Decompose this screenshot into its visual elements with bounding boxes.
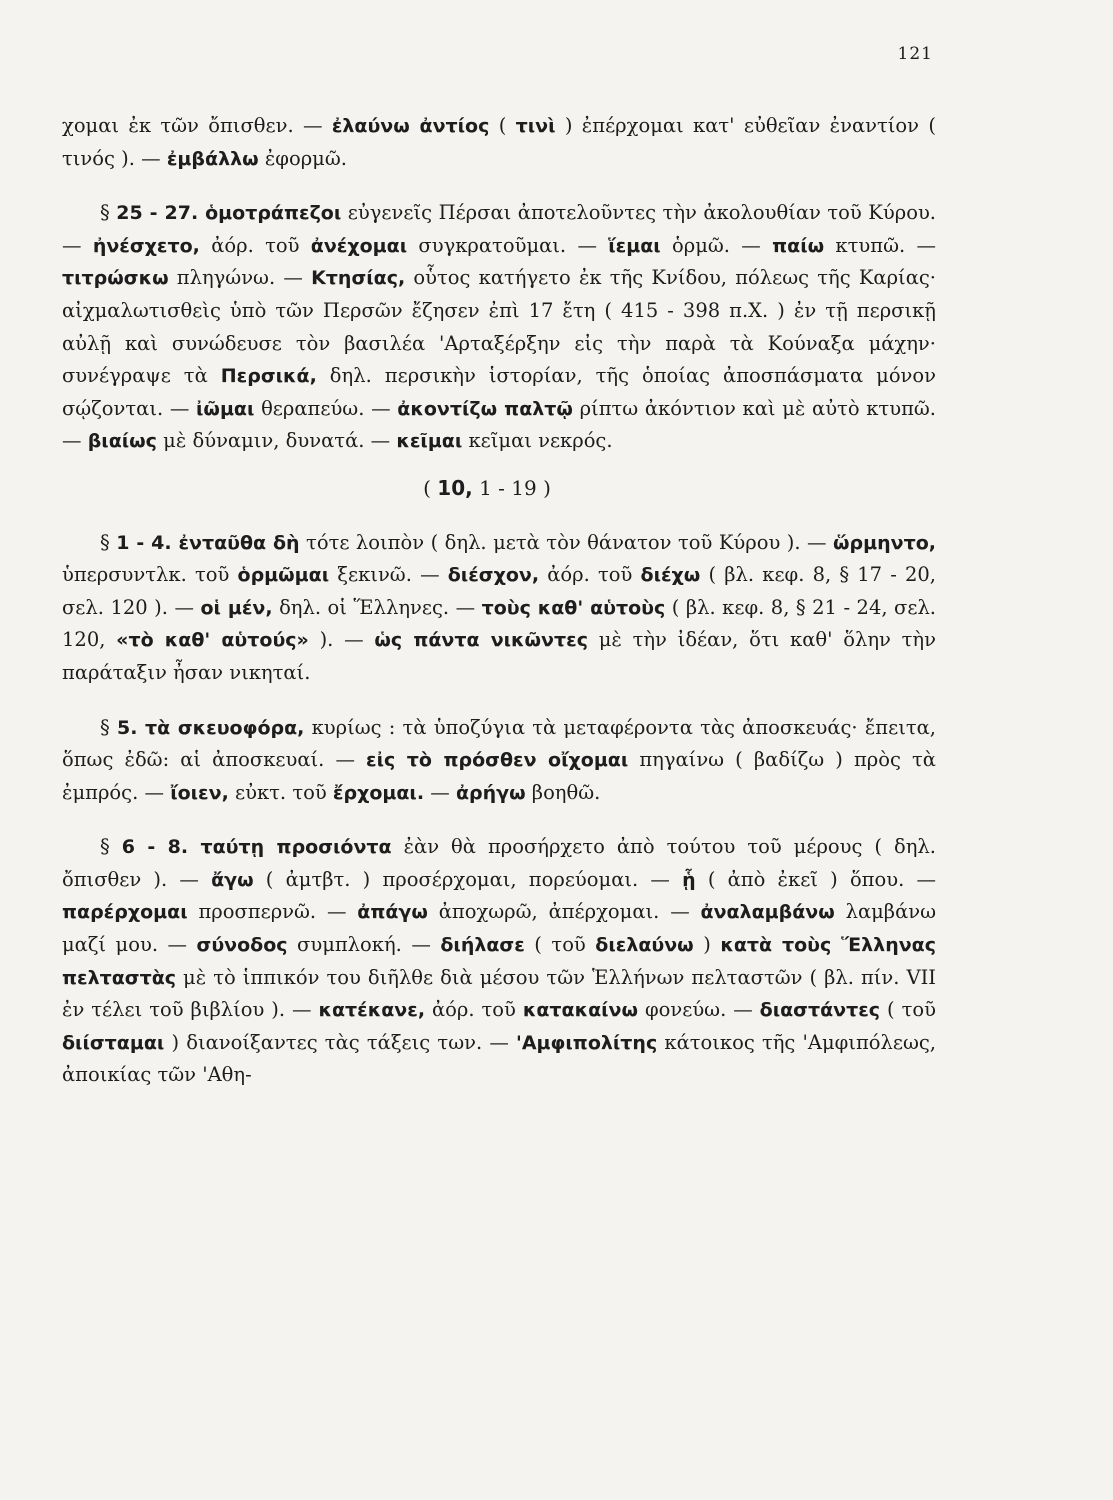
text-run: — <box>424 780 456 804</box>
text-run: ἐφορμῶ. <box>258 146 347 170</box>
lemma: ὥρμηντο, <box>833 531 936 554</box>
lemma: ᾗ <box>682 868 696 891</box>
text-run: 1 - 19 ) <box>472 475 551 500</box>
text-run: πληγώνω. — <box>168 266 312 290</box>
paragraph-continuation <box>62 110 936 175</box>
text-run: ( βλ. κεφ. 8, § 17 - 20, σελ. 120 ). — <box>62 563 936 619</box>
lemma: διαστάντες <box>759 999 881 1022</box>
text-run: ξεκινῶ. — <box>329 563 448 587</box>
text-run: συμπλοκή. — <box>287 933 441 957</box>
text-run: ) <box>693 933 721 957</box>
text-run: ρίπτω ἀκόντιον καὶ μὲ αὐτὸ κτυπῶ. — <box>62 396 936 453</box>
paragraph-6-8 <box>62 831 936 1092</box>
text-run: ἀόρ. τοῦ <box>199 233 311 257</box>
text-run: ἀποχωρῶ, ἀπέρχομαι. — <box>427 900 701 924</box>
lemma: 6 - 8. ταύτῃ προσιόντα <box>121 836 392 859</box>
text-run: μὲ τὴν ἰδέαν, ὅτι καθ' ὅλην τὴν παράταξιν ἦσαν νικηταί. <box>62 628 936 684</box>
lemma: διήλασε <box>440 934 525 957</box>
lemma: τινὶ <box>515 115 556 137</box>
section-heading <box>62 472 936 505</box>
lemma: Περσικά, <box>220 365 317 388</box>
lemma: ἰῶμαι <box>196 397 255 420</box>
text-run: προσπερνῶ. — <box>187 900 358 924</box>
text-run: ( <box>423 475 438 500</box>
text-run: ( <box>489 114 516 137</box>
text-run: μὲ δύναμιν, δυνατά. — <box>156 429 397 453</box>
text-run: λαμβάνω μαζί μου. — <box>62 900 936 957</box>
text-run: ( βλ. κεφ. 8, § 21 - 24, σελ. 120, <box>62 595 937 652</box>
lemma: Κτησίας, <box>311 267 406 290</box>
lemma: ὁρμῶμαι <box>237 564 330 587</box>
paragraph-1-4 <box>62 527 936 690</box>
lemma: τιτρώσκω <box>62 267 169 290</box>
text-run: συγκρατοῦμαι. — <box>407 233 609 257</box>
text-run: πηγαίνω ( βαδίζω ) πρὸς τὰ ἐμπρός. — <box>62 748 936 804</box>
lemma: 'Αμφιπολίτης <box>516 1031 658 1054</box>
lemma: διίσταμαι <box>62 1031 165 1054</box>
lemma: ἠνέσχετο, <box>92 234 200 257</box>
text-run: τότε λοιπὸν ( δηλ. μετὰ τὸν θάνατον τοῦ Κύρου ). — <box>299 530 834 554</box>
section-sign: § <box>100 835 122 859</box>
lemma: ἀνέχομαι <box>310 234 408 257</box>
text-run: χομαι ἐκ τῶν ὄπισθεν. — <box>62 114 332 137</box>
text-run: ( τοῦ <box>880 998 936 1022</box>
text-run: οὗτος κατήγετο ἐκ τῆς Κνίδου, πόλεως τῆς Καρίας· αἰχμαλωτισθεὶς ὑπὸ τῶν Περσῶν ἔζησεν ἐπὶ 17 ἔτη ( 415 - 398 π.Χ. ) ἐν τῇ περσικῇ αὐλῇ καὶ συνώδευσε τὸν βασιλέα 'Αρταξέρξην εἰς τὴν παρὰ τὰ Κούναξα μάχην· συνέγραψε τὰ <box>62 266 936 388</box>
section-sign: § <box>100 530 117 554</box>
lemma: κατέκανε, <box>318 999 426 1022</box>
text-run: κάτοικος τῆς 'Αμφιπόλεως, ἀποικίας τῶν 'Αθη- <box>62 1030 936 1087</box>
lemma: ἔρχομαι. <box>332 781 425 804</box>
lemma: 1 - 4. ἐνταῦθα δὴ <box>116 531 300 554</box>
lemma: ἀρήγω <box>455 781 526 804</box>
lemma: ἀπάγω <box>357 901 428 924</box>
lemma: ἵεμαι <box>608 234 661 257</box>
lemma: ἐλαύνω ἀντίος <box>331 115 490 137</box>
text-run: ὑπερσυντλκ. τοῦ <box>62 563 238 587</box>
page-number: 121 <box>897 44 933 64</box>
lemma: διέσχον, <box>447 564 540 587</box>
lemma: τοὺς καθ' αὑτοὺς <box>481 596 666 619</box>
lemma: «τὸ καθ' αὑτούς» <box>116 629 309 652</box>
lemma: κατὰ τοὺς Ἕλληνας πελταστὰς <box>62 934 936 989</box>
paragraph-5 <box>62 712 936 810</box>
lemma: εἰς τὸ πρόσθεν οἴχομαι <box>366 749 629 772</box>
text-run: κτυπῶ. — <box>824 233 936 257</box>
lemma: σύνοδος <box>196 934 288 957</box>
lemma: ἀκοντίζω παλτῷ <box>397 397 573 420</box>
lemma: ἴοιεν, <box>170 781 229 804</box>
text-run: ἀόρ. τοῦ <box>539 563 641 587</box>
lemma: 25 - 27. ὁμοτράπεζοι <box>116 202 342 225</box>
paragraph-25-27 <box>62 197 936 458</box>
lemma: ἄγω <box>211 868 254 891</box>
text-run: μὲ τὸ ἱππικόν του διῆλθε διὰ μέσου τῶν Ἑλλήνων πελταστῶν ( βλ. πίν. VII ἐν τέλει τοῦ βιβλίου ). — <box>62 965 936 1022</box>
text-run: δηλ. περσικὴν ἱστορίαν, τῆς ὁποίας ἀποσπάσματα μόνον σῴζονται. — <box>62 364 937 420</box>
text-run: θεραπεύω. — <box>254 396 398 420</box>
lemma: κατακαίνω <box>522 999 639 1022</box>
lemma: κεῖμαι <box>396 430 463 453</box>
section-sign: § <box>100 201 117 225</box>
text-run: ὁρμῶ. — <box>660 233 773 257</box>
lemma: διέχω <box>640 564 701 587</box>
lemma: 5. τὰ σκευοφόρα, <box>116 716 305 739</box>
lemma: ἀναλαμβάνω <box>700 901 835 924</box>
lemma: ὡς πάντα νικῶντες <box>374 629 588 652</box>
text-run: εὐκτ. τοῦ <box>228 780 333 804</box>
lemma: ἐμβάλλω <box>166 147 259 170</box>
text-run: βοηθῶ. <box>525 780 601 804</box>
text-run: ἐὰν θὰ προσήρχετο ἀπὸ τούτου τοῦ μέρους ( δηλ. ὄπισθεν ). — <box>62 835 936 891</box>
text-run: ). — <box>308 628 375 652</box>
section-sign: § <box>100 715 117 739</box>
text-run: ἀόρ. τοῦ <box>425 998 523 1022</box>
text-run: κεῖμαι νεκρός. <box>462 429 613 453</box>
text-run: ) ἐπέρχομαι κατ' εὐθεῖαν ἐναντίον ( τινός ). — <box>62 114 936 170</box>
text-run: ( ἀπὸ ἐκεῖ ) ὅπου. — <box>695 867 936 891</box>
text-run: ) διανοίξαντες τὰς τάξεις των. — <box>164 1030 517 1054</box>
commentary-text <box>62 110 936 1092</box>
lemma: βιαίως <box>87 430 157 453</box>
text-run: ( τοῦ <box>524 933 596 957</box>
text-run: εὐγενεῖς Πέρσαι ἀποτελοῦντες τὴν ἀκολουθίαν τοῦ Κύρου. — <box>62 201 936 257</box>
chapter-number: 10, <box>437 475 473 500</box>
text-run: φονεύω. — <box>638 998 760 1022</box>
lemma: οἱ μέν, <box>200 596 273 619</box>
text-run: κυρίως : τὰ ὑποζύγια τὰ μεταφέροντα τὰς ἀποσκευάς· ἔπειτα, ὅπως ἐδῶ: αἱ ἀποσκευαί. — <box>62 715 937 772</box>
lemma: παρέρχομαι <box>62 901 188 924</box>
lemma: διελαύνω <box>595 934 694 957</box>
lemma: παίω <box>772 234 825 257</box>
text-run: δηλ. οἱ Ἕλληνες. — <box>272 595 482 619</box>
text-run: ( ἀμτβτ. ) προσέρχομαι, πορεύομαι. — <box>253 867 683 891</box>
